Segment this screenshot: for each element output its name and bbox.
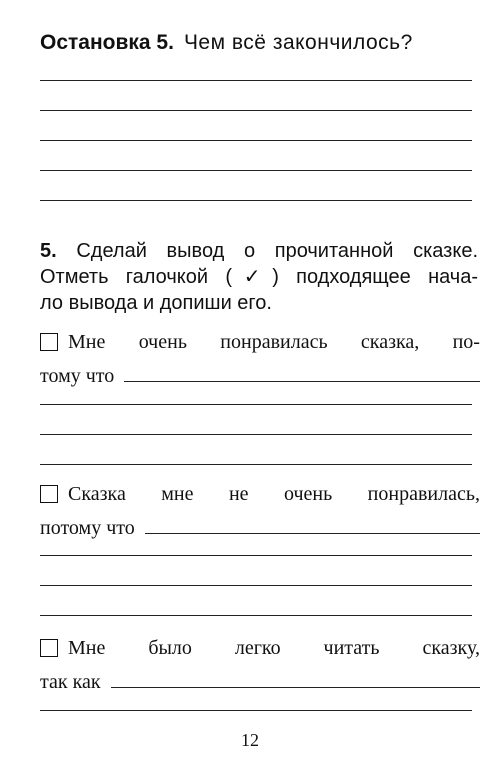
- answer-line[interactable]: [40, 200, 472, 201]
- option-1-tail: тому что: [40, 365, 115, 387]
- option-2-text: [68, 483, 480, 506]
- word: сказка,: [360, 330, 420, 353]
- word: понравилась: [220, 330, 328, 353]
- stop-question: Чем всё закончилось?: [183, 31, 413, 54]
- word: читать: [323, 636, 380, 659]
- option-1-checkbox[interactable]: [40, 333, 58, 351]
- word: не: [228, 482, 249, 505]
- task-line-3: ло вывода и допиши его.: [40, 292, 272, 314]
- answer-line[interactable]: [40, 140, 472, 141]
- stop-heading: [40, 30, 413, 55]
- answer-line[interactable]: [40, 170, 472, 171]
- answer-line[interactable]: [40, 555, 472, 556]
- option-1-line2: [40, 360, 480, 388]
- word: было: [148, 636, 192, 659]
- option-2-tail: потому что: [40, 517, 135, 539]
- task-instructions: [40, 238, 478, 316]
- answer-line[interactable]: [40, 434, 472, 435]
- answer-line[interactable]: [40, 585, 472, 586]
- page-number: 12: [241, 730, 259, 750]
- option-1-line1: [40, 328, 480, 356]
- answer-line[interactable]: [40, 710, 472, 711]
- word: Мне: [68, 636, 106, 659]
- option-2-checkbox[interactable]: [40, 485, 58, 503]
- option-1-text: [68, 331, 480, 354]
- task-number: 5.: [40, 240, 57, 262]
- option-3-tail: так как: [40, 671, 101, 693]
- word: Сказка: [68, 482, 126, 505]
- option-3-text: [68, 637, 480, 660]
- answer-line[interactable]: [40, 80, 472, 81]
- option-3-fill-line[interactable]: [111, 687, 480, 688]
- option-3-line2: [40, 666, 480, 694]
- word: легко: [234, 636, 281, 659]
- stop-label: Остановка 5.: [40, 31, 174, 54]
- option-1-fill-line[interactable]: [124, 381, 480, 382]
- word: сказку,: [422, 636, 480, 659]
- option-2-line2: [40, 512, 480, 540]
- answer-line[interactable]: [40, 464, 472, 465]
- option-2-line1: [40, 480, 480, 508]
- answer-line[interactable]: [40, 615, 472, 616]
- answer-line[interactable]: [40, 110, 472, 111]
- option-3-line1: [40, 634, 480, 662]
- word: понравилась,: [367, 482, 480, 505]
- option-2: [40, 480, 480, 540]
- option-3: [40, 634, 480, 694]
- word: очень: [138, 330, 187, 353]
- word: Мне: [68, 330, 106, 353]
- option-2-fill-line[interactable]: [145, 533, 480, 534]
- word: по-: [452, 330, 480, 353]
- answer-line[interactable]: [40, 404, 472, 405]
- word: мне: [161, 482, 194, 505]
- task-line-2: Отметь галочкой (✓) подходящее нача-: [40, 266, 478, 288]
- option-3-checkbox[interactable]: [40, 639, 58, 657]
- word: очень: [283, 482, 333, 505]
- option-1: [40, 328, 480, 388]
- task-line-1: [40, 238, 478, 264]
- task-line-1-text: Сделай вывод о прочитанной сказке.: [76, 240, 478, 262]
